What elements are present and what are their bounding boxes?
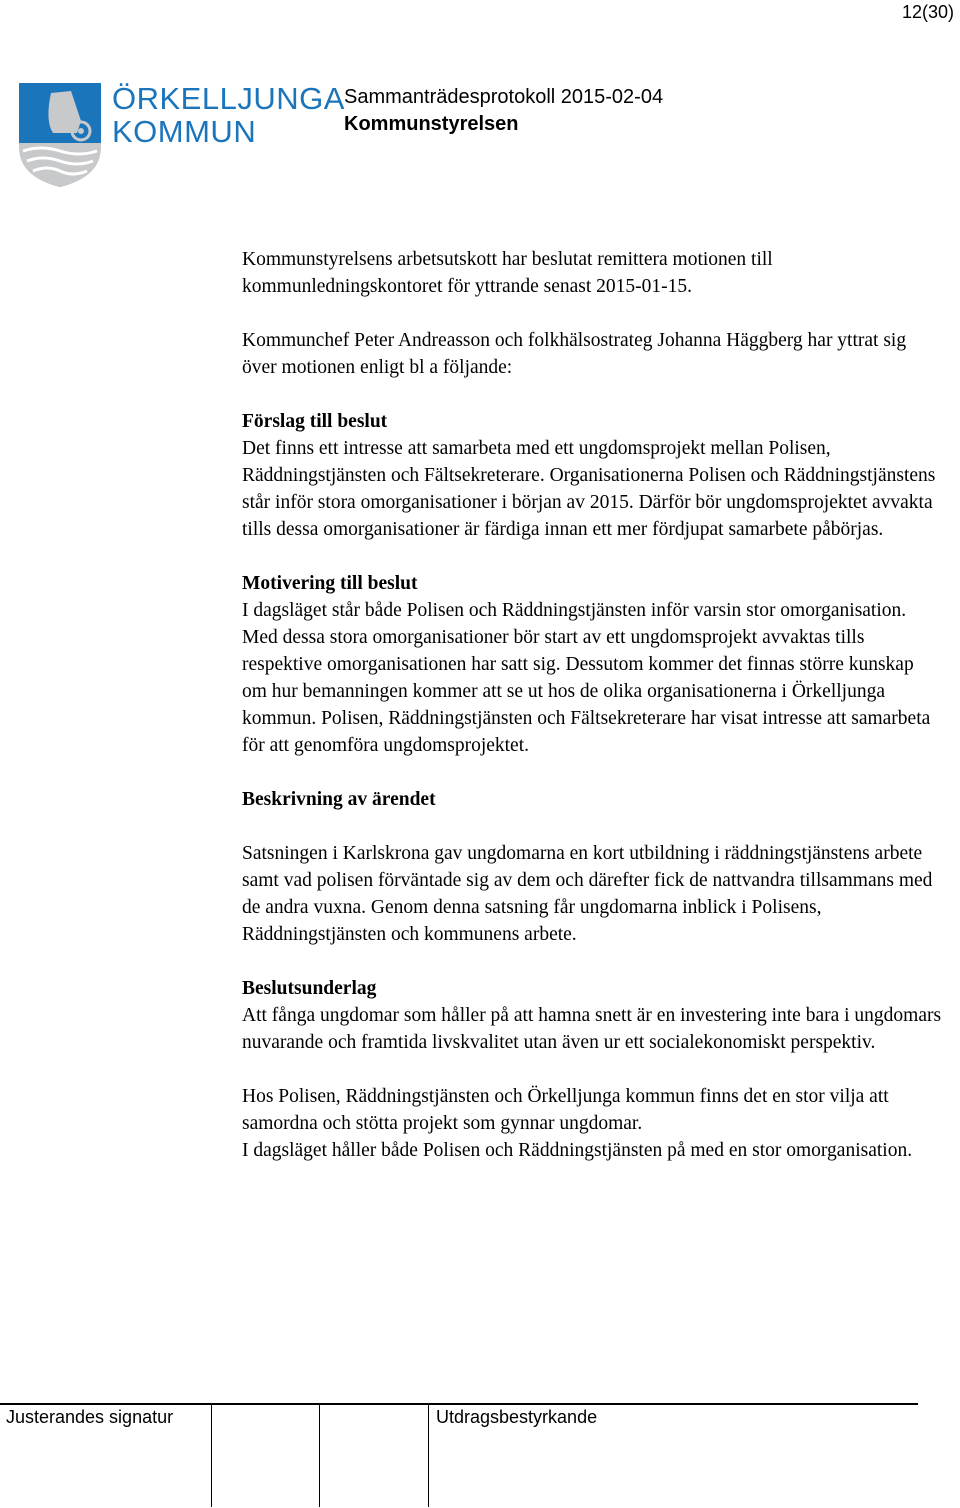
footer-divider [0, 1403, 918, 1405]
signatures-label: Justerandes signatur [6, 1407, 174, 1427]
logo-line-1: ÖRKELLJUNGA [112, 81, 345, 116]
paragraph-proposal: Det finns ett intresse att samarbeta med ett ungdomsprojekt mellan Polisen, Räddningstjänsten och Fältsekreterare. Organisationerna Polisen och Räddningstjänstens står inför stora omorganisationer i början av 2015. Därför bör ungdomsprojektet avvakta tills dessa omorganisationer är färdiga innan ett mer fördjupat samarbete påbörjas. [242, 438, 936, 540]
signature-box-1 [211, 1405, 212, 1507]
protocol-title: Sammanträdesprotokoll 2015-02-04 [344, 86, 664, 108]
paragraph-motivation: I dagsläget står både Polisen och Räddningstjänsten inför varsin stor omorganisation. Med dessa stora omorganisationer bör start av ett ungdomsprojekt avvaktas tills respektive omorganisationen har satt sig. Dessutom kommer det finnas större kunskap om hur bemanningen kommer att se ut hos de olika organisationerna i Örkelljunga kommun. Polisen, Räddningstjänsten och Fältsekreterare har visat intresse att samarbeta för att genomföra ungdomsprojektet. [242, 600, 931, 756]
municipality-logo-text [112, 82, 345, 148]
signature-box-2 [319, 1405, 320, 1507]
paragraph-statement: Kommunchef Peter Andreasson och folkhälsostrateg Johanna Häggberg har yttrat sig över motionen enligt bl a följande: [242, 330, 907, 378]
logo-line-2: KOMMUN [112, 114, 257, 149]
document-body [242, 246, 942, 1164]
heading-description: Beskrivning av ärendet [242, 789, 436, 810]
paragraph-reorganisation: I dagsläget håller både Polisen och Räddningstjänsten på med en stor omorganisation. [242, 1140, 913, 1161]
document-header [344, 84, 663, 138]
heading-motivation: Motivering till beslut [242, 573, 418, 594]
paragraph-referral: Kommunstyrelsens arbetsutskott har beslutat remittera motionen till kommunledningskontoret för yttrande senast 2015-01-15. [242, 249, 773, 297]
heading-proposal: Förslag till beslut [242, 411, 388, 432]
certifier-box [428, 1405, 429, 1507]
municipality-coat-of-arms-logo [17, 81, 103, 189]
committee-name: Kommunstyrelsen [344, 113, 519, 135]
page-number: 12(30) [901, 2, 954, 22]
heading-basis: Beslutsunderlag [242, 978, 377, 999]
paragraph-cooperation: Hos Polisen, Räddningstjänsten och Örkelljunga kommun finns det en stor vilja att samordna och stötta projekt som gynnar ungdomar. [242, 1086, 889, 1134]
certifier-label: Utdragsbestyrkande [436, 1407, 598, 1427]
paragraph-basis: Att fånga ungdomar som håller på att hamna snett är en investering inte bara i ungdomars nuvarande och framtida livskvalitet utan även ur ett socialekonomiskt perspektiv. [242, 1005, 942, 1053]
paragraph-description: Satsningen i Karlskrona gav ungdomarna en kort utbildning i räddningstjänstens arbete samt vad polisen förväntade sig av dem och därefter fick de nattvandra tillsammans med de andra vuxna. Genom denna satsning får ungdomarna inblick i Polisens, Räddningstjänsten och kommunens arbete. [242, 843, 933, 945]
